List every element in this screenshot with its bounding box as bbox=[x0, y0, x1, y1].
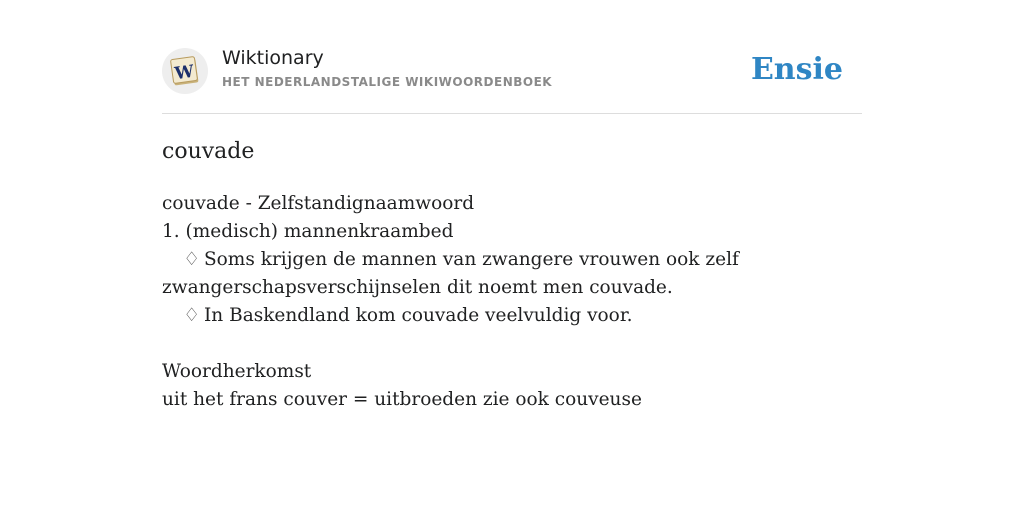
entry-content bbox=[162, 190, 739, 414]
etymology-heading: Woordherkomst bbox=[162, 361, 312, 382]
ensie-logo[interactable]: Ensie bbox=[750, 52, 843, 87]
example-continuation: zwangerschapsverschijnselen dit noemt men couvade. bbox=[162, 277, 673, 298]
example-text: In Baskendland kom couvade veelvuldig voor. bbox=[204, 305, 633, 326]
spacer bbox=[162, 330, 722, 358]
example-line bbox=[162, 246, 739, 274]
example-text: Soms krijgen de mannen van zwangere vrouwen ook zelf bbox=[204, 249, 739, 270]
etymology-text: uit het frans couver = uitbroeden zie ook couveuse bbox=[162, 389, 642, 410]
svg-text:W: W bbox=[173, 61, 196, 85]
sense-line: 1. (medisch) mannenkraambed bbox=[162, 221, 454, 242]
entry-title: couvade bbox=[162, 139, 255, 164]
header-divider bbox=[162, 113, 862, 114]
site-header bbox=[162, 46, 862, 96]
diamond-icon: ♢ bbox=[183, 305, 200, 326]
definition-header: couvade - Zelfstandignaamwoord bbox=[162, 193, 475, 214]
diamond-icon: ♢ bbox=[183, 249, 200, 270]
wiktionary-logo-icon[interactable] bbox=[162, 48, 208, 94]
example-line bbox=[162, 302, 722, 330]
brand-subtitle: HET NEDERLANDSTALIGE WIKIWOORDENBOEK bbox=[222, 75, 553, 89]
brand-name[interactable]: Wiktionary bbox=[222, 47, 324, 69]
